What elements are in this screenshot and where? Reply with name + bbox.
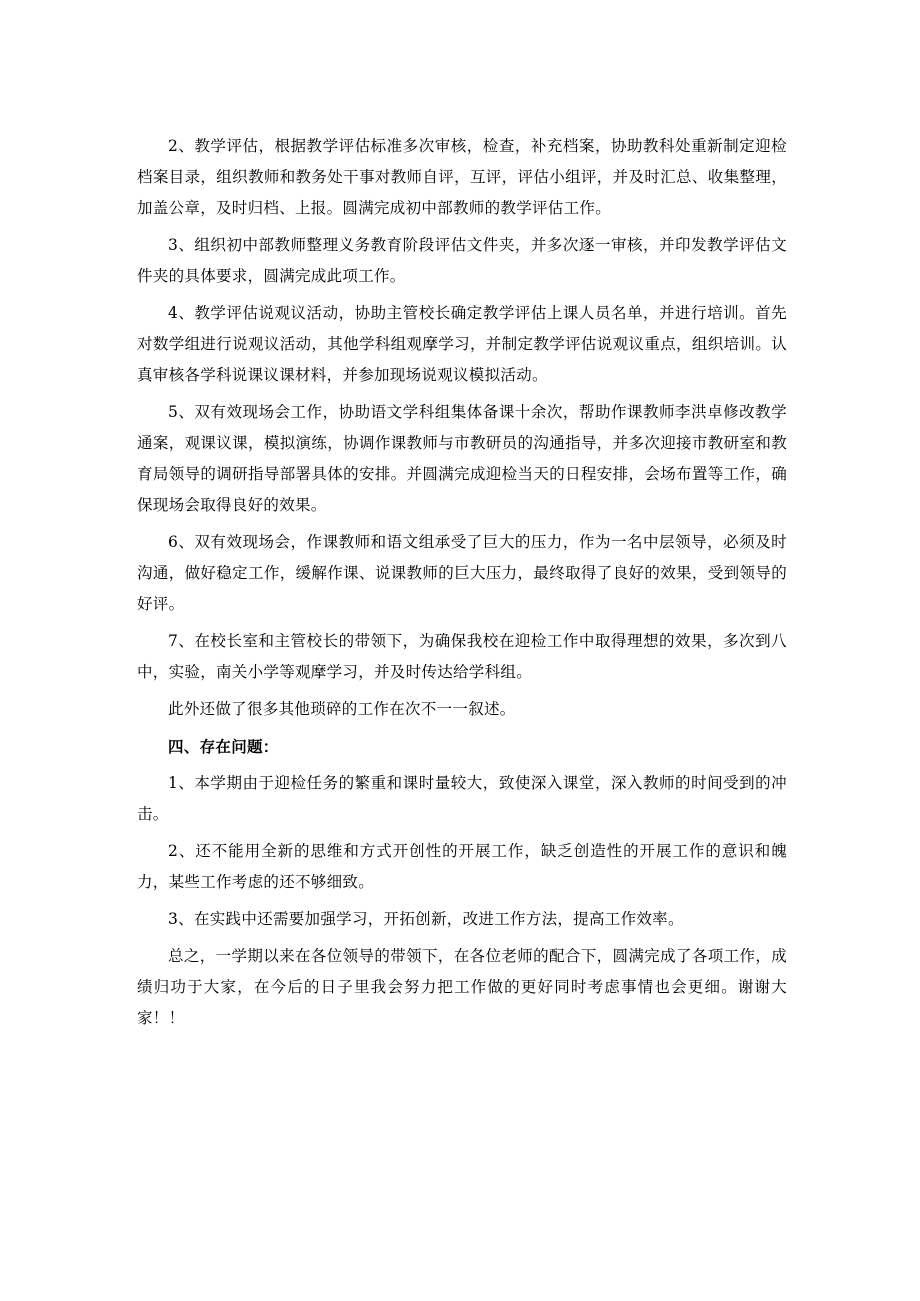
- paragraph-item-2: 2、教学评估，根据教学评估标准多次审核，检查，补充档案，协助教科处重新制定迎检档案目录，组织教师和教务处干事对教师自评，互评，评估小组评，并及时汇总、收集整理，加盖公章，及时归档、上报。圆满完成初中部教师的教学评估工作。: [137, 137, 787, 217]
- issue-item-2: 2、还不能用全新的思维和方式开创性的开展工作，缺乏创造性的开展工作的意识和魄力，某些工作考虑的还不够细致。: [137, 842, 787, 891]
- section-heading-issues: 四、存在问题：: [168, 737, 279, 756]
- paragraph-item-4: 4、教学评估说观议活动，协助主管校长确定教学评估上课人员名单，并进行培训。首先对数学组进行说观议活动，其他学科组观摩学习，并制定教学评估说观议重点，组织培训。认真审核各学科说课议课材料，并参加现场说观议模拟活动。: [137, 304, 787, 384]
- issue-item-3: 3、在实践中还需要加强学习，开拓创新，改进工作方法，提高工作效率。: [168, 910, 684, 928]
- issue-item-1: 1、本学期由于迎检任务的繁重和课时量较大，致使深入课堂，深入教师的时间受到的冲击。: [137, 774, 787, 823]
- paragraph-item-5: 5、双有效现场会工作，协助语文学科组集体备课十余次，帮助作课教师李洪卓修改教学通案，观课议课，模拟演练，协调作课教师与市教研员的沟通指导，并多次迎接市教研室和教育局领导的调研指导部署具体的安排。并圆满完成迎检当天的日程安排，会场布置等工作，确保现场会取得良好的效果。: [137, 403, 787, 514]
- paragraph-misc: 此外还做了很多其他琐碎的工作在次不一一叙述。: [168, 700, 516, 718]
- conclusion-paragraph: 总之，一学期以来在各位领导的带领下，在各位老师的配合下，圆满完成了各项工作，成绩归功于大家，在今后的日子里我会努力把工作做的更好同时考虑事情也会更细。谢谢大家！！: [137, 947, 787, 1027]
- document-body: [137, 131, 787, 1034]
- paragraph-item-7: 7、在校长室和主管校长的带领下，为确保我校在迎检工作中取得理想的效果，多次到八中，实验，南关小学等观摩学习，并及时传达给学科组。: [137, 632, 787, 681]
- paragraph-item-3: 3、组织初中部教师整理义务教育阶段评估文件夹，并多次逐一审核，并印发教学评估文件夹的具体要求，圆满完成此项工作。: [137, 236, 787, 285]
- paragraph-item-6: 6、双有效现场会，作课教师和语文组承受了巨大的压力，作为一名中层领导，必须及时沟通，做好稳定工作，缓解作课、说课教师的巨大压力，最终取得了良好的效果，受到领导的好评。: [137, 533, 787, 613]
